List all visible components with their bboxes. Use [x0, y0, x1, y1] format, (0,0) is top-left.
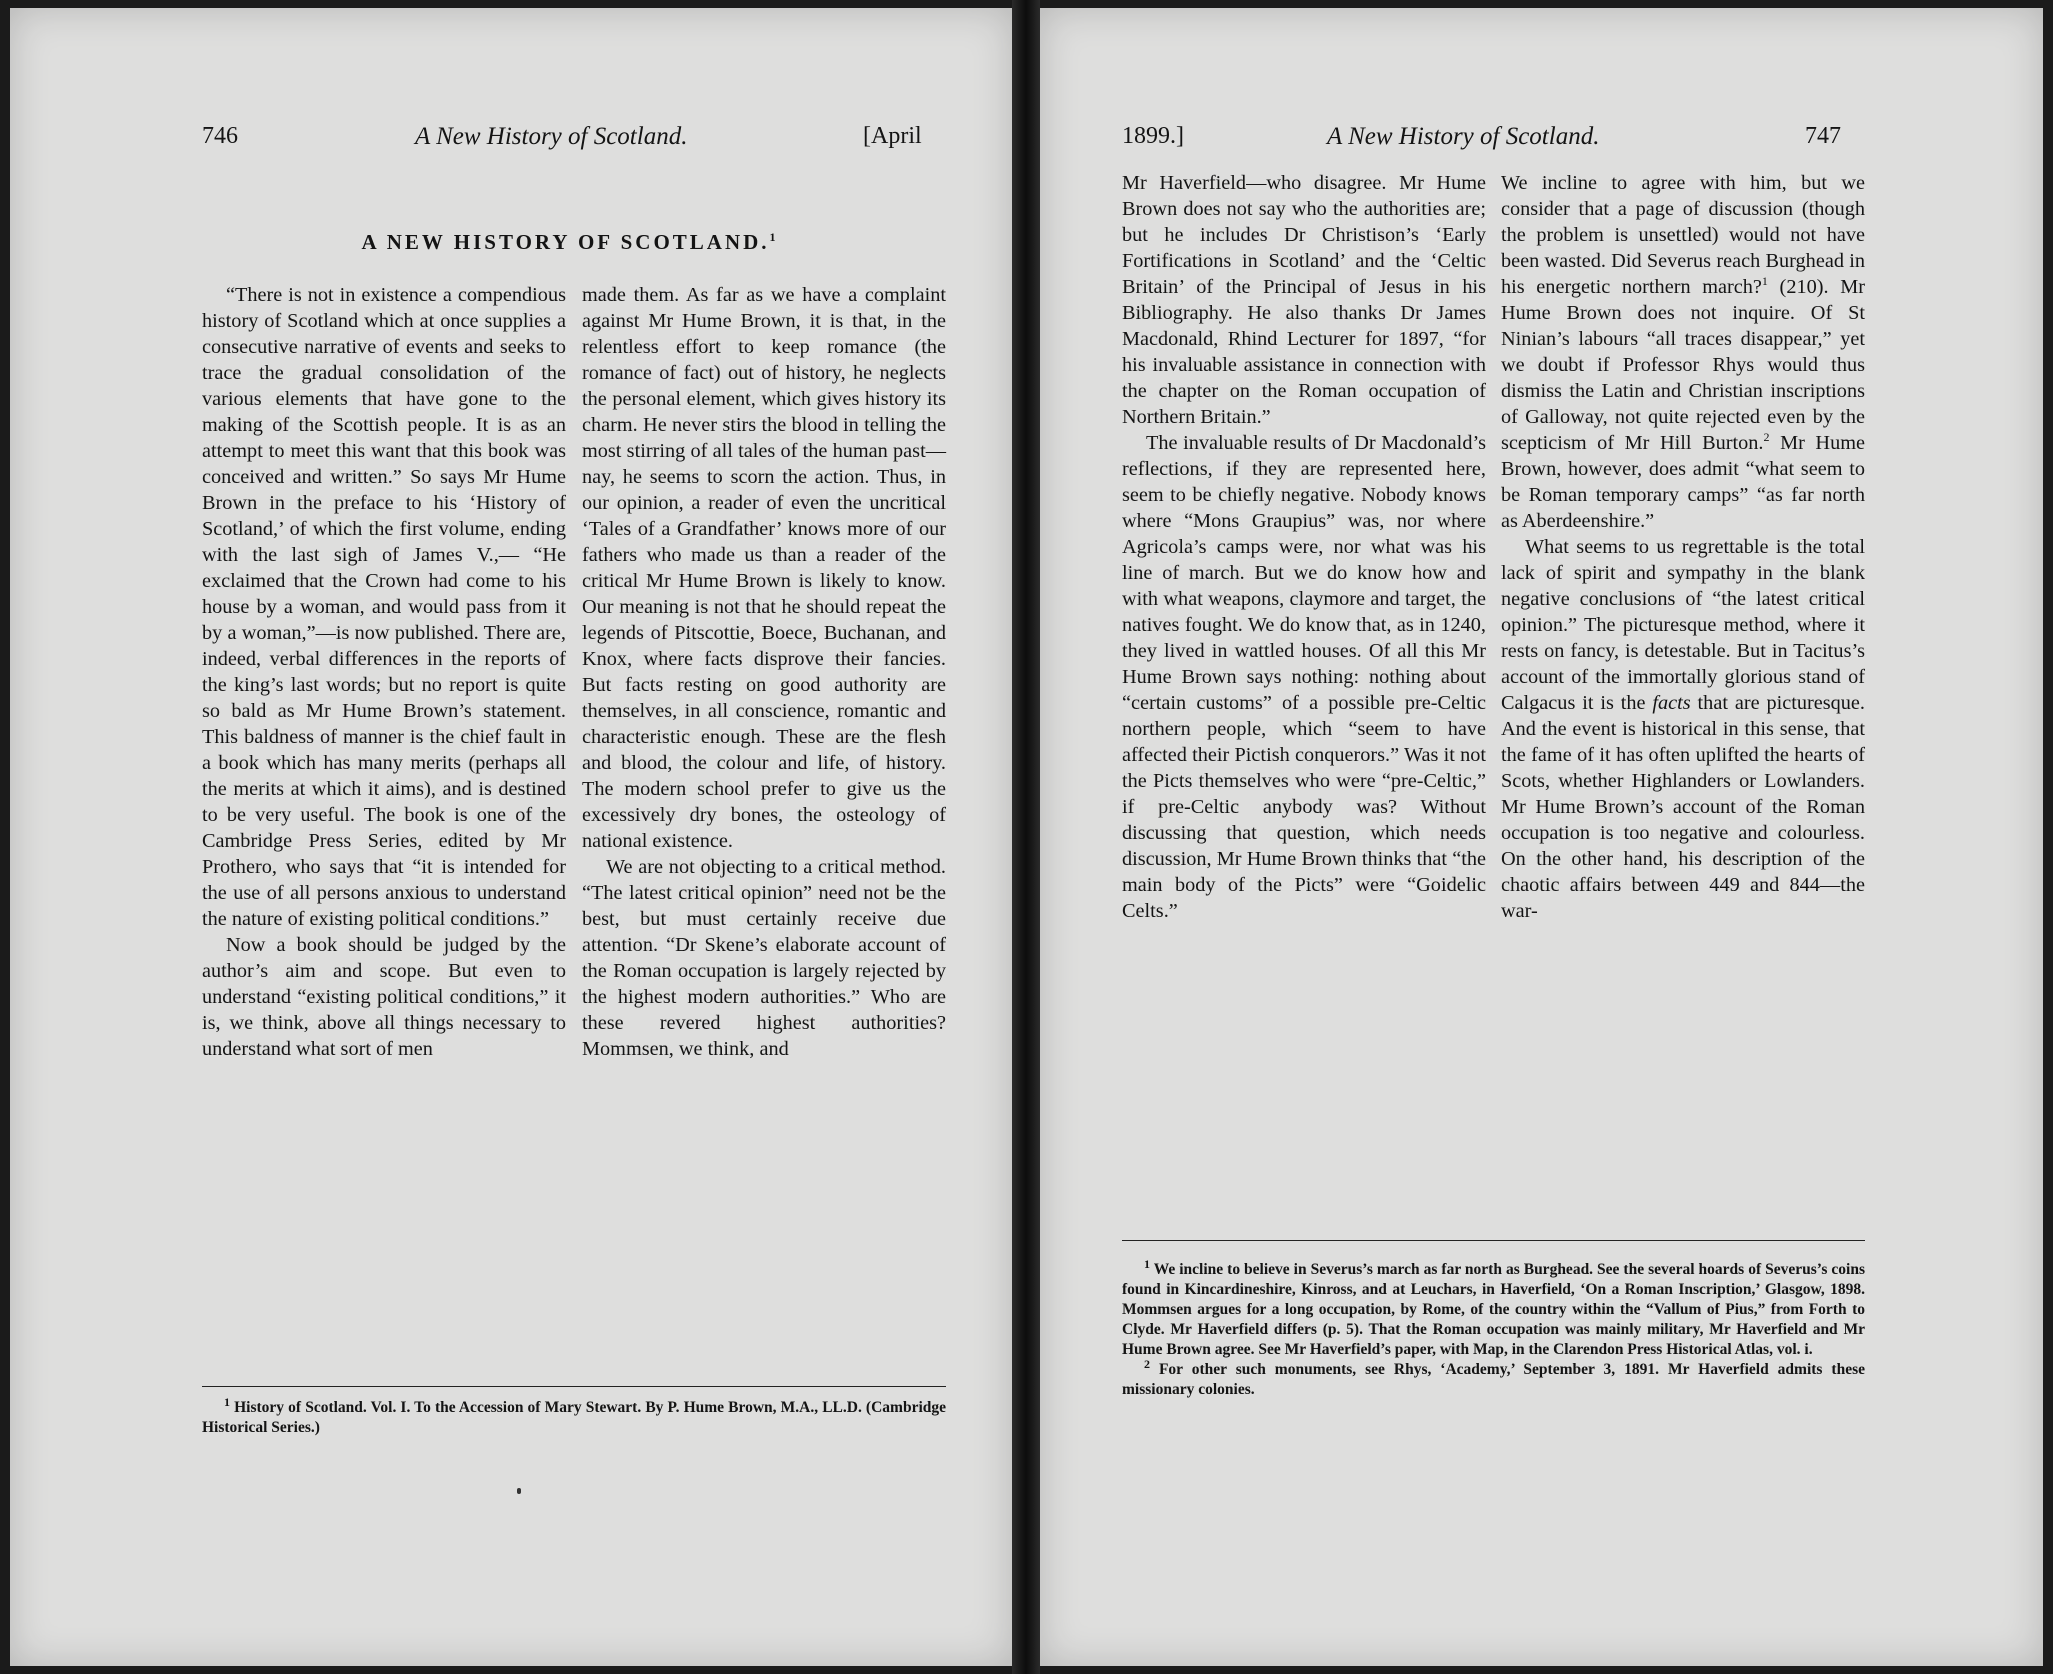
print-speck [517, 1488, 521, 1494]
article-title [200, 230, 940, 255]
footnote-ref: 2 [1763, 430, 1770, 445]
paragraph [1501, 170, 1865, 534]
footnote-rule [202, 1386, 946, 1387]
paragraph [1501, 534, 1865, 924]
left-running-head [10, 123, 1012, 163]
right-column-2 [1501, 170, 1865, 924]
paragraph: We are not objecting to a critical method. “The latest critical opinion” need not be the best, but must certainly receive due attention. “Dr Skene’s elaborate account of the Roman occupation is largely rejected by the highest modern authorities.” Who are these revered highest authorities? Mommsen, we think, and [582, 856, 946, 1060]
text-run: Mr Hume Brown, however, does admit “what seem to be Roman temporary camps” “as far north as Aberdeenshire.” [1501, 432, 1865, 532]
left-page [10, 8, 1012, 1666]
footnote-ref: 1 [1761, 274, 1768, 289]
left-column-1 [202, 282, 566, 1062]
page-number: 747 [1805, 123, 1841, 149]
footnote-text: History of Scotland. Vol. I. To the Accession of Mary Stewart. By P. Hume Brown, M.A., LL.D. (Cambridge Historical Series.) [202, 1399, 947, 1436]
left-footnotes [202, 1394, 947, 1438]
article-title-text: A NEW HISTORY OF SCOTLAND. [361, 230, 770, 254]
text-run: (210). Mr Hume Brown does not inquire. Of St Ninian’s labours “all traces disappear,” yet we doubt if Professor Rhys would thus dismiss the Latin and Christian inscriptions of Galloway, not quite rejected even by the scepticism of Mr Hill Burton. [1501, 276, 1865, 454]
paragraph: The invaluable results of Dr Macdonald’s reflections, if they are represented here, seem to be chiefly negative. Nobody knows where “Mons Graupius” was, nor where Agricola’s camps were, nor what was his line of march. But we do know how and with what weapons, claymore and target, the natives fought. We do know that, as in 1240, they lived in wattled houses. Of all this Mr Hume Brown says nothing: nothing about “certain customs” of a possible pre-Celtic northern people, which “seem to have affected their Pictish conquerors.” Was it not the Picts themselves who were “pre-Celtic,” if pre-Celtic anybody was? Without discussing that question, which needs discussion, Mr Hume Brown thinks that “the main body of the Picts” were “Goidelic Celts.” [1122, 432, 1486, 922]
footnote-number: 1 [224, 1394, 230, 1409]
paragraph: “There is not in existence a compendious history of Scotland which at once supplies a consecutive narrative of events and seeks to trace the gradual consolidation of the various elements that have gone to the making of the Scottish people. It is as an attempt to meet this want that this book was conceived and written.” So says Mr Hume Brown in the preface to his ‘History of Scotland,’ of which the first volume, ending with the last sigh of James V.,— “He exclaimed that the Crown had come to his house by a woman, and would pass from it by a woman,”—is now published. There are, indeed, verbal differences in the reports of the king’s last words; but no report is quite so bald as Mr Hume Brown’s statement. This baldness of manner is the chief fault in a book which has many merits (perhaps all the merits at which it aims), and is destined to be very useful. The book is one of the Cambridge Press Series, edited by Mr Prothero, who says that “it is intended for the use of all persons anxious to understand the nature of existing political conditions.” [202, 284, 566, 930]
text-run: We incline to agree with him, but we consider that a page of discussion (though the problem is unsettled) would not have been wasted. Did Severus reach Burghead in his energetic northern march? [1501, 172, 1865, 298]
footnote-number: 1 [1144, 1256, 1150, 1271]
running-title: A New History of Scotland. [1327, 123, 1600, 150]
footnote-text: For other such monuments, see Rhys, ‘Academy,’ September 3, 1891. Mr Haverfield admits these missionary colonies. [1122, 1361, 1865, 1398]
right-column-1 [1122, 170, 1486, 924]
emphasis: facts [1652, 692, 1691, 714]
footnote [1122, 1256, 1865, 1360]
left-column-2 [582, 282, 946, 1062]
footnote-rule [1122, 1240, 1865, 1241]
footnote-text: We incline to believe in Severus’s march as far north as Burghead. See the several hoards of Severus’s coins found in Kincardineshire, Kinross, and at Leuchars, in Haverfield, ‘On a Roman Inscription,’ Glasgow, 1898. Mommsen argues for a long occupation, by Rome, of the country within the “Vallum of Pius,” from Forth to Clyde. Mr Haverfield differs (p. 5). That the Roman occupation was mainly military, Mr Haverfield and Mr Hume Brown agree. See Mr Haverfield’s paper, with Map, in the Clarendon Press Historical Atlas, vol. i. [1122, 1261, 1865, 1358]
date-mark: [April [863, 123, 922, 149]
paragraph: made them. As far as we have a complaint against Mr Hume Brown, it is that, in the relentless effort to keep romance (the romance of fact) out of history, he neglects the personal element, which gives history its charm. He never stirs the blood in telling the most stirring of all tales of the human past— nay, he seems to scorn the action. Thus, in our opinion, a reader of even the uncritical ‘Tales of a Grandfather’ knows more of our fathers who made us than a reader of the critical Mr Hume Brown is likely to know. Our meaning is not that he should repeat the legends of Pitscottie, Boece, Buchanan, and Knox, where facts disprove their fancies. But facts resting on good authority are themselves, in all conscience, romantic and characteristic enough. These are the flesh and blood, the colour and life, of history. The modern school prefer to give us the excessively dry bones, the osteology of national existence. [582, 284, 946, 852]
date-mark: 1899.] [1122, 123, 1184, 149]
text-run: What seems to us regrettable is the total lack of spirit and sympathy in the blank negative conclusions of “the latest critical opinion.” The picturesque method, where it rests on fancy, is detestable. But in Tacitus’s account of the immortally glorious stand of Calgacus it is the [1501, 536, 1865, 714]
page-number: 746 [202, 123, 238, 149]
footnote [202, 1394, 947, 1438]
footnote-ref: 1 [769, 230, 779, 244]
right-running-head [1040, 123, 2043, 163]
text-run: that are picturesque. And the event is historical in this sense, that the fame of it has often uplifted the hearts of Scots, whether Highlanders or Lowlanders. Mr Hume Brown’s account of the Roman occupation is too negative and colourless. On the other hand, his description of the chaotic affairs between 449 and 844—the war- [1501, 692, 1865, 922]
footnote [1122, 1356, 1865, 1400]
right-page [1040, 8, 2043, 1666]
paragraph: Mr Haverfield—who disagree. Mr Hume Brown does not say who the authorities are; but he includes Dr Christison’s ‘Early Fortifications in Scotland’ and the ‘Celtic Britain’ of the Principal of Jesus in his Bibliography. He also thanks Dr James Macdonald, Rhind Lecturer for 1897, “for his invaluable assistance in connection with the chapter on the Roman occupation of Northern Britain.” [1122, 172, 1486, 428]
right-footnotes [1122, 1256, 1865, 1400]
paragraph: Now a book should be judged by the author’s aim and scope. But even to understand “existing political conditions,” it is, we think, above all things necessary to understand what sort of men [202, 934, 566, 1060]
footnote-number: 2 [1144, 1356, 1150, 1371]
running-title: A New History of Scotland. [415, 123, 688, 150]
book-spine [1012, 0, 1040, 1674]
